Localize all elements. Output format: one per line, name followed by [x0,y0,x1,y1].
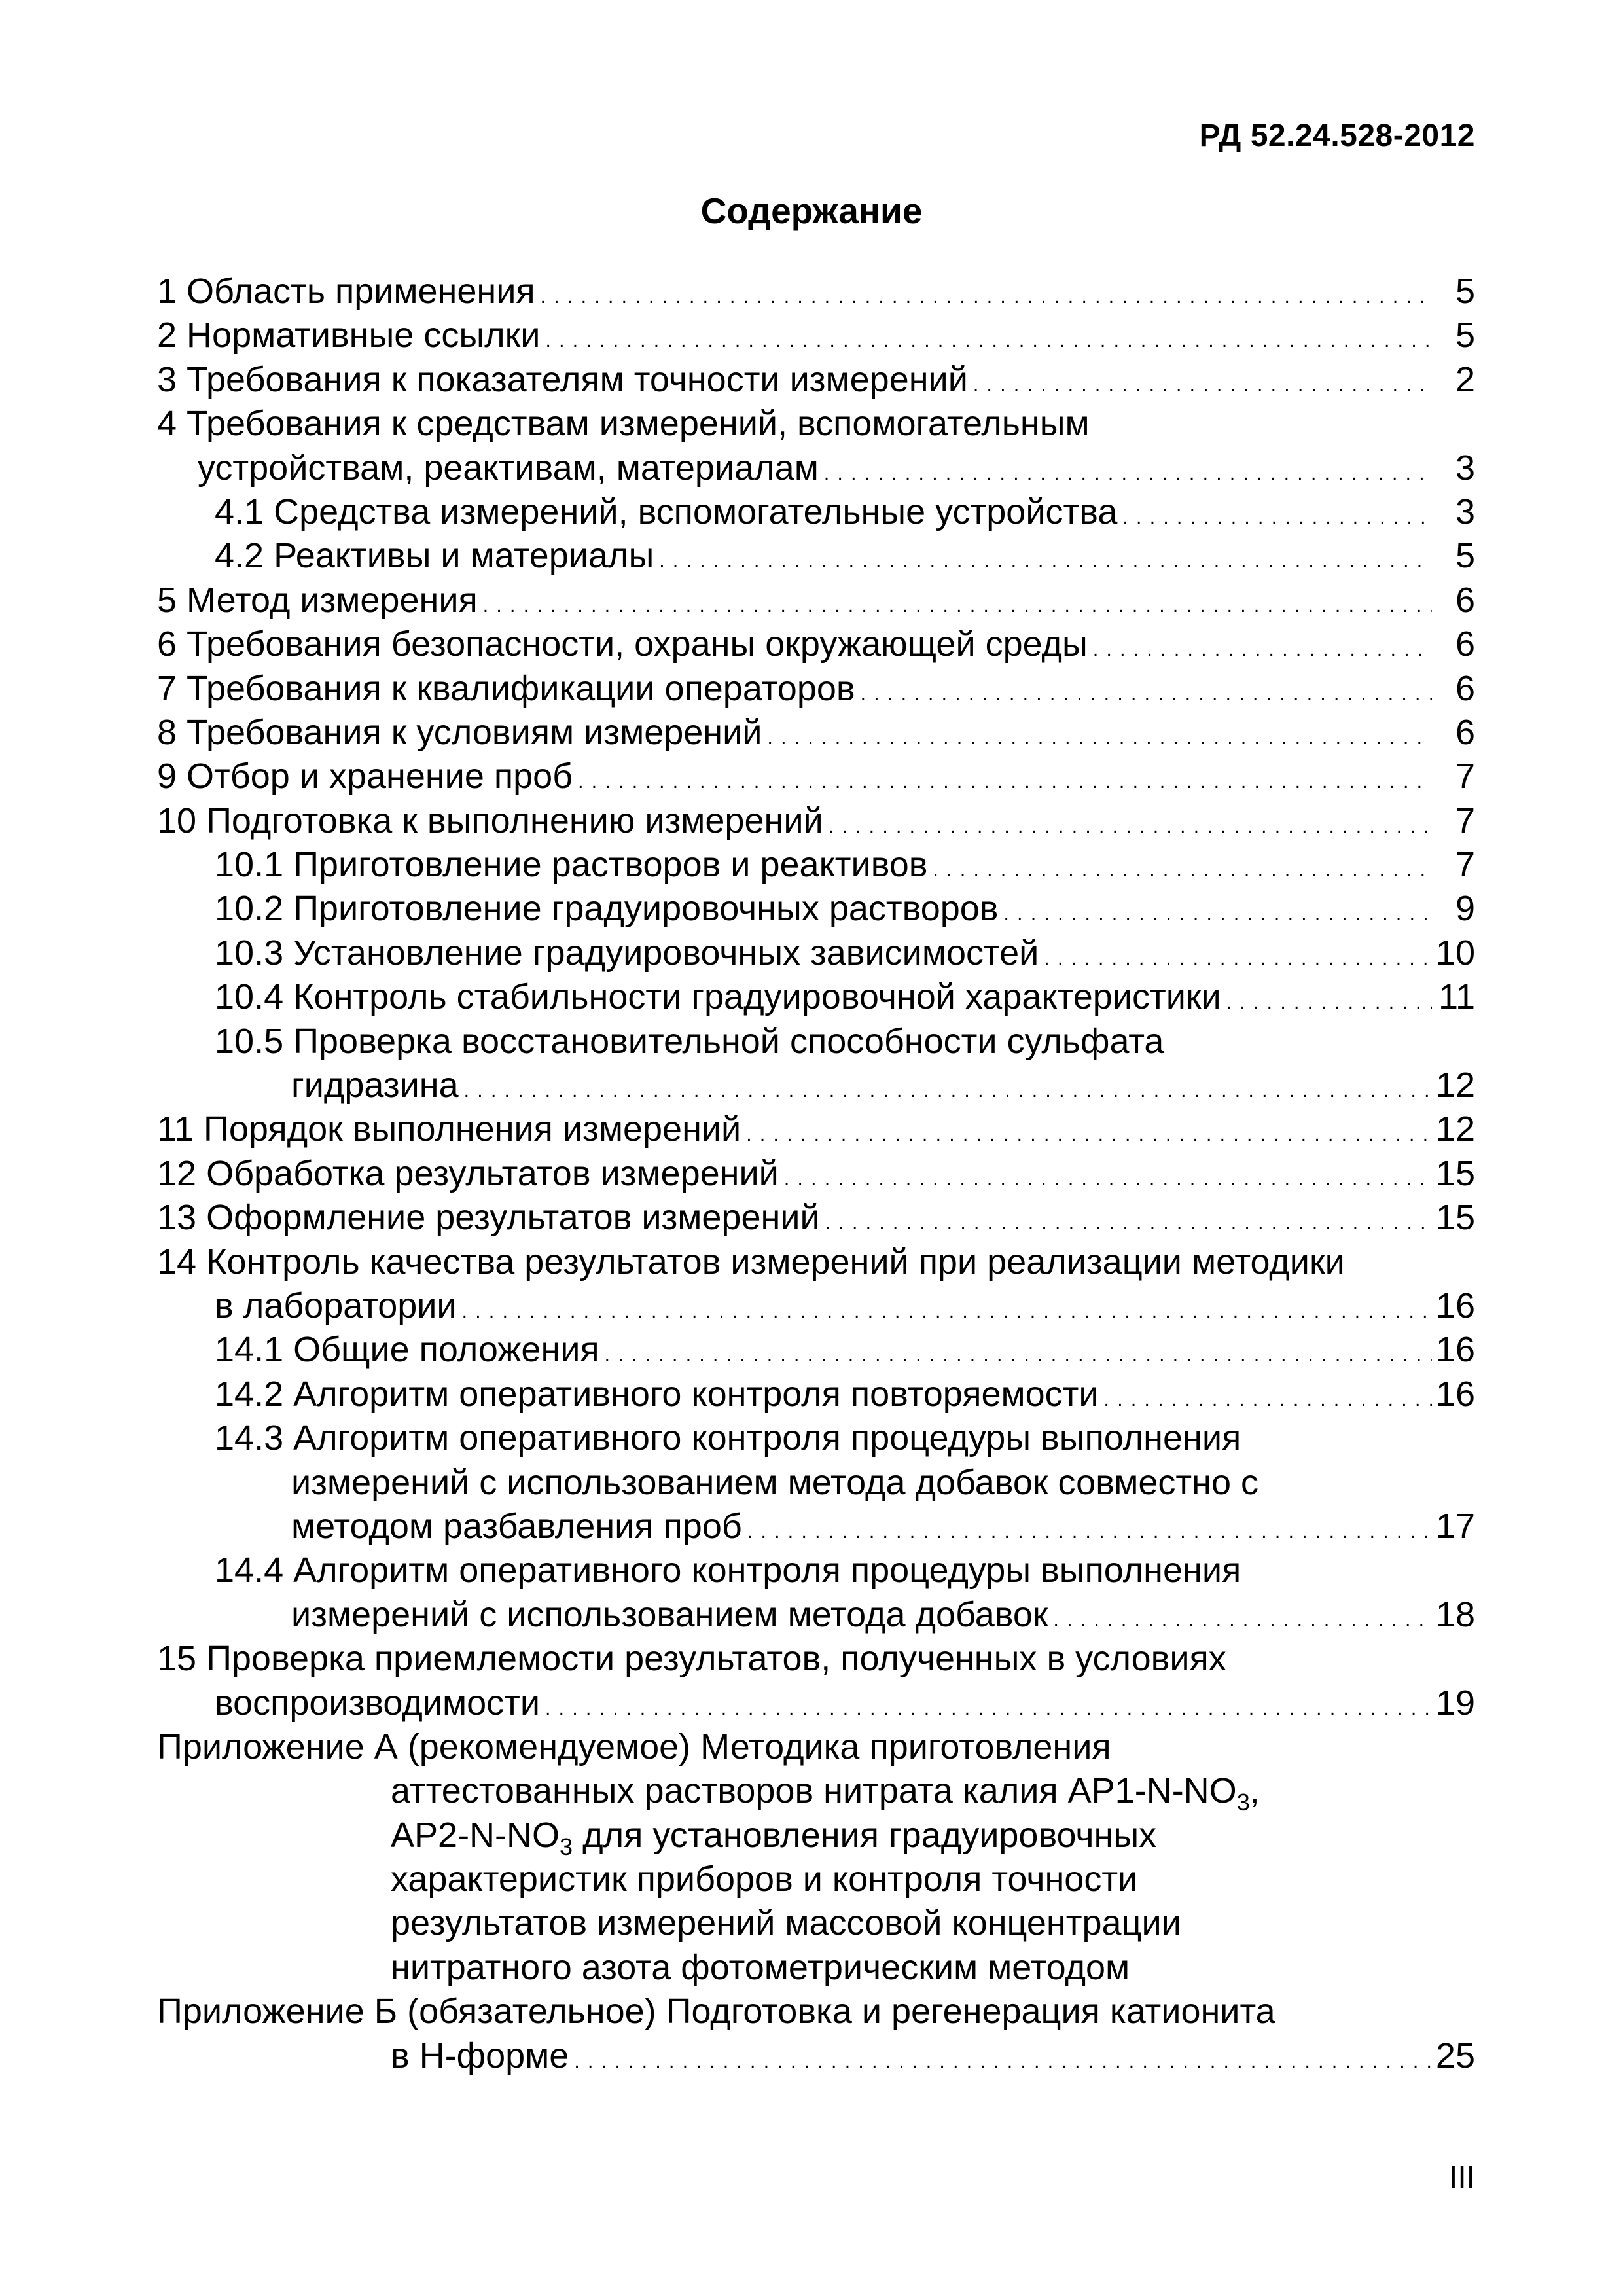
toc-entry-page: 6 [1455,712,1475,752]
toc-entry[interactable] [157,1549,1475,1592]
toc-entry-title: измерений с использованием метода добавок [291,1594,1048,1634]
toc-entry-page: 16 [1435,1285,1475,1325]
toc-entry[interactable] [157,1461,1475,1505]
toc-entry-title: гидразина [291,1066,459,1105]
toc-entry-title: 9 Отбор и хранение проб [157,757,573,797]
toc-entry-page: 9 [1455,889,1475,929]
dot-leader [933,848,1433,892]
subscript: 3 [1236,1789,1250,1816]
dot-leader [541,275,1432,319]
dot-leader [1104,1378,1432,1422]
table-of-contents [157,270,1475,2078]
dot-leader [829,804,1432,848]
toc-entry[interactable] [157,799,1475,843]
toc-entry[interactable] [157,1901,1475,1945]
dot-leader [825,1201,1432,1245]
toc-entry[interactable] [157,887,1475,931]
toc-entry-page: 5 [1455,536,1475,576]
toc-entry[interactable] [157,1593,1475,1637]
toc-entry-title: 10.3 Установление градуировочных зависимостей [215,933,1039,973]
dot-leader [1044,937,1432,980]
toc-entry-page: 5 [1455,315,1475,355]
toc-entry[interactable] [157,975,1475,1019]
toc-entry[interactable] [157,1064,1475,1107]
toc-entry[interactable] [157,1152,1475,1196]
toc-entry-page: 10 [1435,933,1475,973]
dot-leader [824,452,1432,495]
toc-entry[interactable] [157,1637,1475,1681]
document-number: РД 52.24.528-2012 [1199,118,1475,153]
toc-entry-title: нитратного азота фотометрическим методом [391,1947,1130,1987]
toc-entry-page: 3 [1455,492,1475,531]
toc-entry[interactable] [157,358,1475,402]
toc-entry[interactable] [157,1814,1475,1860]
toc-entry[interactable] [157,534,1475,578]
toc-entry-title: 8 Требования к условиям измерений [157,712,762,752]
toc-entry-page: 6 [1455,668,1475,708]
dot-leader [767,716,1432,760]
page-number: III [1448,2161,1475,2195]
dot-leader [659,539,1432,583]
toc-entry-title: 15 Проверка приемлемости результатов, полученных в условиях [157,1639,1226,1679]
toc-entry-page: 7 [1455,757,1475,797]
toc-entry-title: 4.2 Реактивы и материалы [215,536,654,576]
toc-entry-title: 5 Метод измерения [157,580,478,620]
toc-entry[interactable] [157,931,1475,975]
toc-entry-page: 17 [1435,1506,1475,1546]
toc-entry[interactable] [157,2034,1475,2078]
toc-entry-title: 11 Порядок выполнения измерений [157,1109,741,1149]
dot-leader [578,760,1432,804]
toc-entry-page: 16 [1435,1374,1475,1414]
toc-entry-page: 6 [1455,580,1475,620]
toc-entry-title: устройствам, реактивам, материалам [198,448,819,488]
toc-entry-title: 14 Контроль качества результатов измерений при реализации методики [157,1242,1345,1282]
toc-entry-page: 11 [1438,977,1475,1017]
dot-leader [1122,495,1432,539]
toc-entry[interactable] [157,1240,1475,1284]
dot-leader [605,1333,1432,1377]
dot-leader [462,1289,1432,1333]
toc-entry-title: 1 Область применения [157,272,535,311]
toc-entry-title: 7 Требования к квалификации операторов [157,668,855,708]
toc-entry-page: 16 [1435,1330,1475,1370]
toc-entry-title: методом разбавления проб [291,1506,742,1546]
toc-entry[interactable] [157,711,1475,755]
toc-entry[interactable] [157,843,1475,887]
toc-entry-title: 10 Подготовка к выполнению измерений [157,800,823,840]
toc-entry[interactable] [157,270,1475,314]
toc-entry-title: результатов измерений массовой концентрации [391,1903,1181,1943]
toc-entry-title: 10.2 Приготовление градуировочных растворов [215,889,999,929]
toc-entry[interactable] [157,1505,1475,1549]
toc-entry[interactable] [157,1328,1475,1372]
dot-leader [483,584,1432,628]
subscript: 3 [560,1833,573,1860]
toc-entry-title: 10.4 Контроль стабильности градуировочной характеристики [215,977,1221,1017]
dot-leader [574,2039,1432,2083]
toc-entry-title: воспроизводимости [215,1683,540,1723]
toc-entry-title: 6 Требования безопасности, охраны окружающей среды [157,624,1088,664]
dot-leader [746,1113,1432,1157]
toc-entry[interactable] [157,755,1475,798]
toc-entry[interactable] [157,402,1475,446]
toc-entry-title: 3 Требования к показателям точности измерений [157,359,968,399]
toc-entry-title: 12 Обработка результатов измерений [157,1153,779,1193]
toc-entry-title: 2 Нормативные ссылки [157,315,541,355]
toc-entry-page: 7 [1455,845,1475,885]
toc-entry-title: в Н-форме [391,2036,569,2075]
toc-entry[interactable] [157,1284,1475,1328]
toc-entry-page: 3 [1455,448,1475,488]
toc-entry-page: 18 [1435,1594,1475,1634]
toc-entry-title: 4.1 Средства измерений, вспомогательные устройства [215,492,1118,531]
dot-leader [464,1069,1432,1113]
toc-entry-page: 2 [1455,359,1475,399]
toc-entry[interactable] [157,1372,1475,1416]
dot-leader [545,319,1432,363]
dot-leader [973,363,1432,407]
toc-entry-page: 15 [1435,1198,1475,1238]
toc-entry[interactable] [157,1725,1475,1769]
page-title: Содержание [700,190,923,231]
dot-leader [784,1157,1432,1201]
toc-entry-title: измерений с использованием метода добавок совместно с [291,1462,1258,1502]
toc-entry[interactable] [157,1681,1475,1725]
toc-entry[interactable] [157,1857,1475,1901]
toc-entry-title: в лаборатории [215,1285,457,1325]
toc-entry[interactable] [157,1416,1475,1460]
dot-leader [1093,628,1432,672]
dot-leader [1054,1598,1432,1642]
toc-entry[interactable] [157,1196,1475,1240]
toc-entry-title: 10.5 Проверка восстановительной способности сульфата [215,1021,1164,1061]
toc-entry-title: Приложение А (рекомендуемое) Методика приготовления [157,1727,1111,1767]
toc-entry[interactable] [157,667,1475,711]
toc-entry-title: 13 Оформление результатов измерений [157,1198,820,1238]
toc-entry-page: 12 [1435,1109,1475,1149]
toc-entry[interactable] [157,622,1475,666]
toc-entry[interactable] [157,446,1475,490]
toc-entry-title: $АР2-N-NO_3$ для установления градуировочных [391,1815,1157,1860]
toc-entry-page: 7 [1455,800,1475,840]
toc-entry-title: Приложение Б (обязательное) Подготовка и регенерация катионита [157,1992,1275,2032]
toc-entry-page: 6 [1455,624,1475,664]
toc-entry[interactable] [157,314,1475,357]
toc-entry-title: 10.1 Приготовление растворов и реактивов [215,845,928,885]
toc-entry[interactable] [157,1769,1475,1816]
toc-entry-page: 25 [1435,2036,1475,2075]
toc-entry-title: 4 Требования к средствам измерений, вспомогательным [157,404,1090,444]
toc-entry-page: 19 [1435,1683,1475,1723]
toc-entry-title: аттестованных растворов нитрата калия $АР1-N-NO_3$, [391,1771,1260,1816]
dot-leader [545,1687,1432,1731]
toc-entry-title: 14.2 Алгоритм оперативного контроля повторяемости [215,1374,1099,1414]
toc-entry-title: 14.3 Алгоритм оперативного контроля процедуры выполнения [215,1418,1241,1458]
dot-leader [1226,980,1432,1024]
toc-entry-page: 12 [1435,1066,1475,1105]
toc-entry[interactable] [157,1020,1475,1064]
dot-leader [1004,892,1433,936]
toc-entry-title: 14.4 Алгоритм оперативного контроля процедуры выполнения [215,1551,1241,1590]
dot-leader [747,1510,1432,1554]
toc-entry[interactable] [157,1107,1475,1151]
toc-entry[interactable] [157,579,1475,622]
toc-entry-title: 14.1 Общие положения [215,1330,599,1370]
toc-entry-page: 15 [1435,1153,1475,1193]
toc-entry[interactable] [157,490,1475,534]
toc-entry[interactable] [157,1990,1475,2034]
toc-entry-title: характеристик приборов и контроля точности [391,1859,1138,1899]
toc-entry-page: 5 [1455,272,1475,311]
toc-entry[interactable] [157,1946,1475,1990]
dot-leader [861,672,1432,716]
